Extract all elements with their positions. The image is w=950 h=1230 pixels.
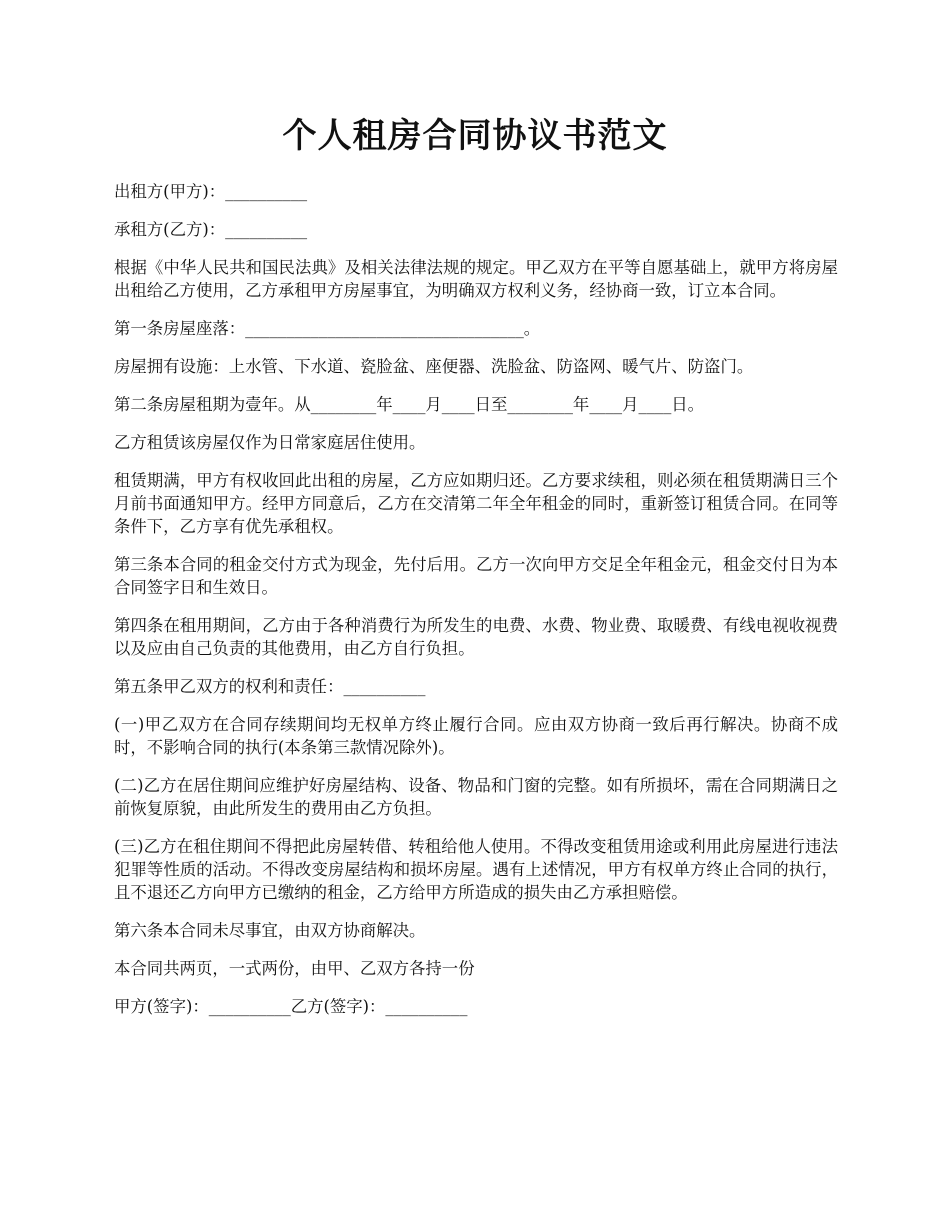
facilities-paragraph: 房屋拥有设施：上水管、下水道、瓷脸盆、座便器、洗脸盆、防盗网、暖气片、防盗门。 — [114, 357, 754, 376]
clause-3-paragraph: (三)乙方在租住期间不得把此房屋转借、转租给他人使用。不得改变租赁用途或利用此房屋进行违法犯罪等性质的活动。不得改变房屋结构和损坏房屋。遇有上述情况，甲方有权单方终止合同的执行，且不退还乙方向甲方已缴纳的租金，乙方给甲方所造成的损失由乙方承担赔偿。 — [114, 837, 838, 902]
preamble-paragraph: 根据《中华人民共和国民法典》及相关法律法规的规定。甲乙双方在平等自愿基础上，就甲方将房屋出租给乙方使用，乙方承租甲方房屋事宜，为明确双方权利义务，经协商一致，订立本合同。 — [114, 258, 838, 300]
article-2-term: 第二条房屋租期为壹年。从________年____月____日至________年____月____日。 — [114, 395, 705, 414]
signature-line: 甲方(签字)：__________乙方(签字)：__________ — [114, 997, 468, 1016]
article-4-expenses: 第四条在租用期间，乙方由于各种消费行为所发生的电费、水费、物业费、取暖费、有线电视收视费以及应由自己负责的其他费用，由乙方自行负担。 — [114, 616, 838, 658]
article-5-rights: 第五条甲乙双方的权利和责任：__________ — [114, 677, 426, 696]
article-1-location: 第一条房屋座落：__________________________________。 — [114, 319, 541, 338]
document-body — [114, 180, 838, 1033]
renewal-paragraph: 租赁期满，甲方有权收回此出租的房屋，乙方应如期归还。乙方要求续租，则必须在租赁期满日三个月前书面通知甲方。经甲方同意后，乙方在交清第二年全年租金的同时，重新签订租赁合同。在同等条件下，乙方享有优先承租权。 — [114, 471, 838, 536]
clause-1-paragraph: (一)甲乙双方在合同存续期间均无权单方终止履行合同。应由双方协商一致后再行解决。协商不成时，不影响合同的执行(本条第三款情况除外)。 — [114, 715, 838, 757]
article-6-paragraph: 第六条本合同未尽事宜，由双方协商解决。 — [114, 921, 426, 940]
lessee-line: 承租方(乙方)：__________ — [114, 220, 308, 239]
clause-2-paragraph: (二)乙方在居住期间应维护好房屋结构、设备、物品和门窗的完整。如有所损坏，需在合同期满日之前恢复原貌，由此所发生的费用由乙方负担。 — [114, 776, 838, 818]
article-3-payment: 第三条本合同的租金交付方式为现金，先付后用。乙方一次向甲方交足全年租金元，租金交付日为本合同签字日和生效日。 — [114, 555, 838, 597]
lessor-line: 出租方(甲方)：__________ — [114, 182, 308, 201]
document-title: 个人租房合同协议书范文 — [282, 116, 668, 156]
usage-paragraph: 乙方租赁该房屋仅作为日常家庭居住使用。 — [114, 433, 426, 452]
copies-paragraph: 本合同共两页，一式两份，由甲、乙双方各持一份 — [114, 959, 475, 978]
